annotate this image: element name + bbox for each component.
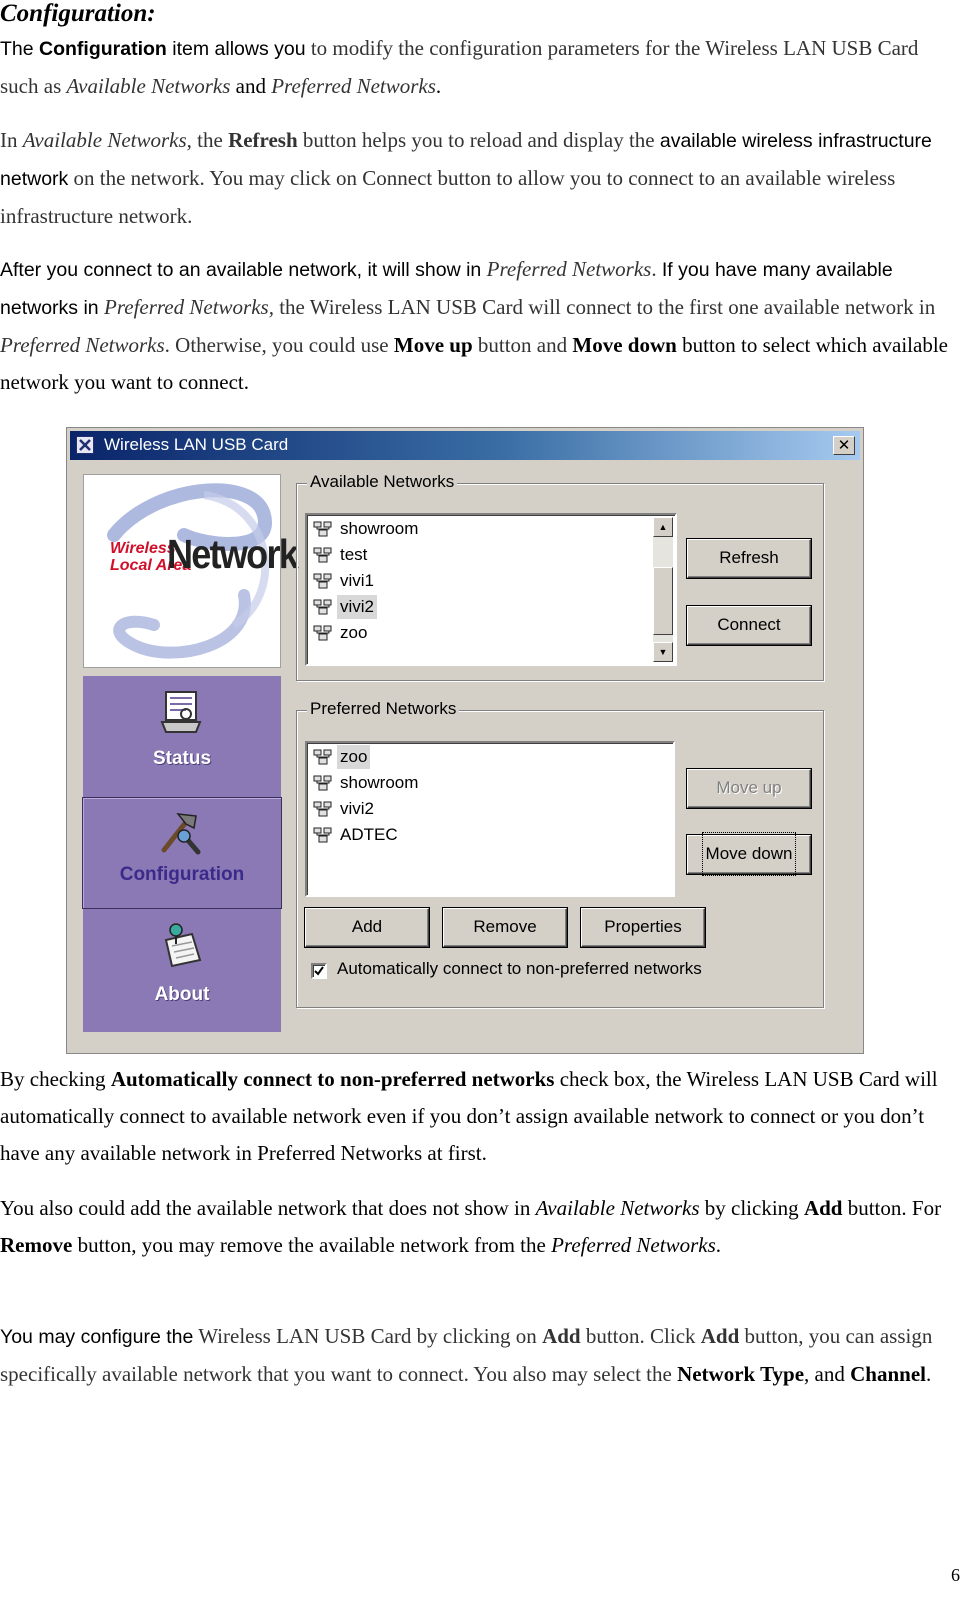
available-network-item-label: vivi1	[340, 571, 375, 590]
preferred-networks-list[interactable]	[305, 741, 675, 897]
network-node-icon	[313, 826, 333, 844]
available-networks-group	[296, 472, 824, 681]
scroll-down-arrow-icon[interactable]: ▼	[653, 642, 673, 662]
properties-button[interactable]: Properties	[581, 908, 705, 947]
close-button[interactable]	[833, 436, 855, 455]
available-networks-list[interactable]	[305, 513, 677, 666]
dialog-titlebar	[70, 431, 860, 460]
checkmark-icon	[313, 965, 325, 977]
configuration-icon	[156, 808, 206, 858]
network-node-icon	[313, 546, 333, 564]
configuration-dialog-screenshot	[66, 427, 864, 1054]
move-down-button[interactable]: Move down	[687, 835, 811, 874]
add-configure-paragraph: You may configure the Wireless LAN USB Card by clicking on Add button. Click Add button, you can assign specifically available network that you want to connect. You also may select the Network Type, and Channel.	[0, 1324, 933, 1386]
network-node-icon	[313, 520, 333, 538]
scroll-thumb[interactable]	[653, 567, 673, 635]
available-network-item-label: vivi2	[337, 595, 377, 619]
section-heading: Configuration:	[0, 0, 156, 27]
refresh-button[interactable]: Refresh	[687, 539, 811, 578]
preferred-networks-title: Preferred Networks	[307, 699, 459, 719]
close-icon: ✕	[837, 437, 851, 454]
auto-connect-checkbox[interactable]	[311, 963, 327, 979]
about-icon	[156, 920, 206, 970]
brand-logo	[83, 474, 298, 668]
nav-item-configuration[interactable]	[83, 798, 281, 908]
intro-paragraph: The Configuration item allows you to modify the configuration parameters for the Wireless LAN USB Card such as Available Networks and Preferred Networks.	[0, 36, 919, 98]
network-node-icon	[313, 572, 333, 590]
remove-button[interactable]: Remove	[443, 908, 567, 947]
status-icon	[156, 688, 206, 738]
scroll-up-arrow-icon[interactable]: ▲	[653, 517, 673, 537]
network-node-icon	[313, 748, 333, 766]
nav-label-configuration: Configuration	[119, 864, 245, 885]
preferred-network-item-label: vivi2	[340, 799, 375, 818]
dialog-title: Wireless LAN USB Card	[104, 435, 289, 454]
nav-panel	[83, 676, 281, 1032]
add-button[interactable]: Add	[305, 908, 429, 947]
move-up-button[interactable]: Move up	[687, 769, 811, 808]
nav-item-about[interactable]	[83, 912, 281, 1032]
auto-connect-paragraph: By checking Automatically connect to non-preferred networks check box, the Wireless LAN USB Card will automatically connect to available network even if you don’t assign available network to connect or you don’t have any available network in Preferred Networks at first.	[0, 1067, 938, 1165]
preferred-network-item-label: zoo	[337, 745, 370, 769]
preferred-networks-paragraph: After you connect to an available network, it will show in Preferred Networks. If you have many available networks in Preferred Networks, the Wireless LAN USB Card will connect to the first one available network in Preferred Networks. Otherwise, you could use Move up button and Move down button to select which available network you want to connect.	[0, 257, 948, 394]
network-node-icon	[313, 624, 333, 642]
network-node-icon	[313, 774, 333, 792]
nav-item-status[interactable]	[83, 676, 281, 792]
preferred-networks-group	[296, 699, 824, 1008]
network-node-icon	[313, 598, 333, 616]
app-icon	[76, 436, 94, 454]
available-network-item-label: zoo	[340, 623, 368, 642]
logo-small-text: Wireless Local Area	[110, 540, 192, 574]
logo-big-text: Network	[167, 531, 298, 577]
page-number: 6	[951, 1565, 960, 1585]
available-network-item-label: showroom	[340, 519, 419, 538]
available-network-item-label: test	[340, 545, 368, 564]
nav-label-about: About	[154, 984, 210, 1005]
available-networks-title: Available Networks	[307, 472, 457, 492]
preferred-network-item-label: showroom	[340, 773, 419, 792]
preferred-network-item-label: ADTEC	[340, 825, 398, 844]
network-node-icon	[313, 800, 333, 818]
available-networks-paragraph: In Available Networks, the Refresh button helps you to reload and display the available wireless infrastructure network on the network. You may click on Connect button to allow you to connect to an available wireless infrastructure network.	[0, 128, 932, 228]
auto-connect-label[interactable]: Automatically connect to non-preferred networks	[337, 959, 702, 978]
nav-label-status: Status	[152, 748, 212, 769]
available-list-scrollbar[interactable]	[653, 517, 673, 662]
connect-button[interactable]: Connect	[687, 606, 811, 645]
add-remove-paragraph: You also could add the available network that does not show in Available Networks by clicking Add button. For Remove button, you may remove the available network from the Preferred Networks.	[0, 1196, 942, 1257]
